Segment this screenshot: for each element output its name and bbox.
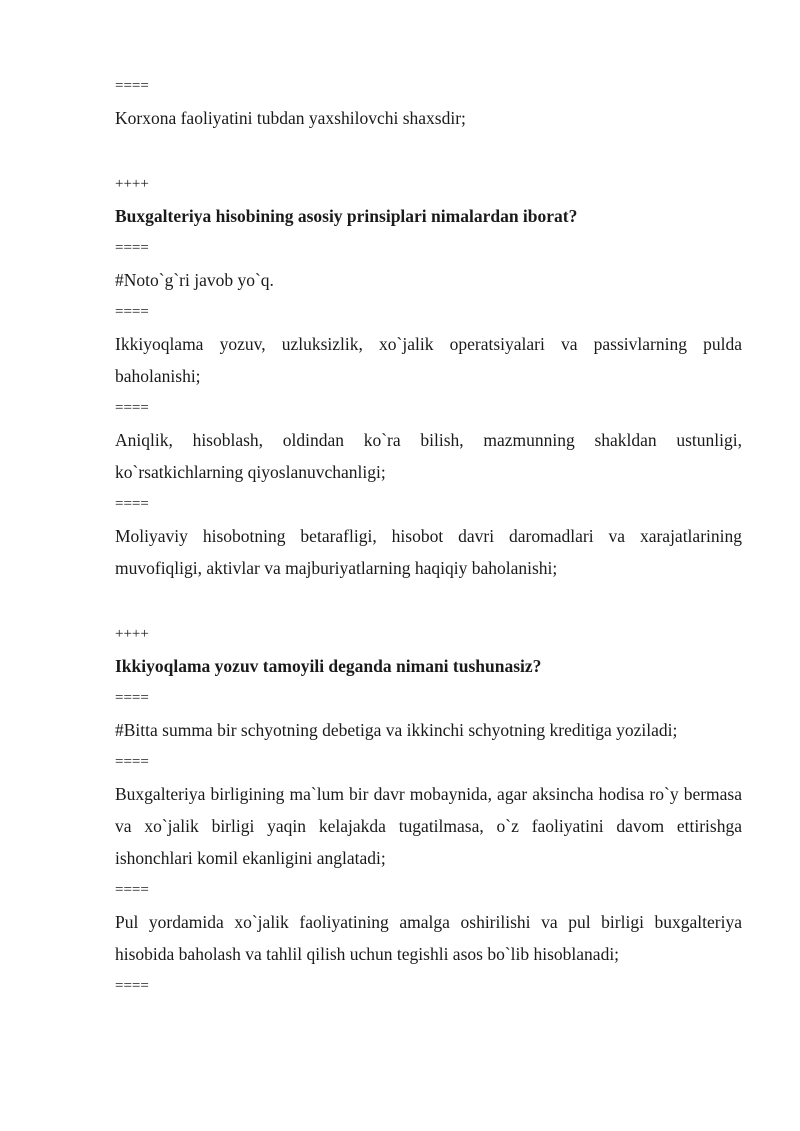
- separator-equals: ====: [115, 240, 149, 256]
- answer-option: Aniqlik, hisoblash, oldindan ko`ra bilish, mazmunning shakldan ustunligi, ko`rsatkichlarning qiyoslanuvchanligi;: [115, 430, 742, 482]
- answer-option: Ikkiyoqlama yozuv, uzluksizlik, xo`jalik operatsiyalari va passivlarning pulda baholanishi;: [115, 334, 742, 386]
- answer-option-correct: #Bitta summa bir schyotning debetiga va ikkinchi schyotning kreditiga yoziladi;: [115, 720, 678, 740]
- answer-option: Moliyaviy hisobotning betarafligi, hisobot davri daromadlari va xarajatlarining muvofiqligi, aktivlar va majburiyatlarning haqiqiy baholanishi;: [115, 526, 742, 578]
- answer-option: Korxona faoliyatini tubdan yaxshilovchi shaxsdir;: [115, 108, 466, 128]
- answer-option: Pul yordamida xo`jalik faoliyatining amalga oshirilishi va pul birligi buxgalteriya hisobida baholash va tahlil qilish uchun tegishli asos bo`lib hisoblanadi;: [115, 912, 742, 964]
- separator-equals: ====: [115, 304, 149, 320]
- separator-equals: ====: [115, 78, 149, 94]
- separator-equals: ====: [115, 690, 149, 706]
- document-page: [115, 70, 742, 1002]
- block-gap: [115, 134, 742, 168]
- separator-equals: ====: [115, 754, 149, 770]
- separator-equals: ====: [115, 496, 149, 512]
- question-text: Buxgalteriya hisobining asosiy prinsiplari nimalardan iborat?: [115, 206, 578, 226]
- answer-option-correct: #Noto`g`ri javob yo`q.: [115, 270, 274, 290]
- separator-plus: ++++: [115, 176, 149, 192]
- separator-plus: ++++: [115, 626, 149, 642]
- block-gap: [115, 584, 742, 618]
- separator-equals: ====: [115, 882, 149, 898]
- answer-option: Buxgalteriya birligining ma`lum bir davr mobaynida, agar aksincha hodisa ro`y bermasa va xo`jalik birligi yaqin kelajakda tugatilmasa, o`z faoliyatini davom ettirishga ishonchlari komil ekanligini anglatadi;: [115, 784, 742, 868]
- separator-equals: ====: [115, 978, 149, 994]
- question-text: Ikkiyoqlama yozuv tamoyili deganda nimani tushunasiz?: [115, 656, 542, 676]
- separator-equals: ====: [115, 400, 149, 416]
